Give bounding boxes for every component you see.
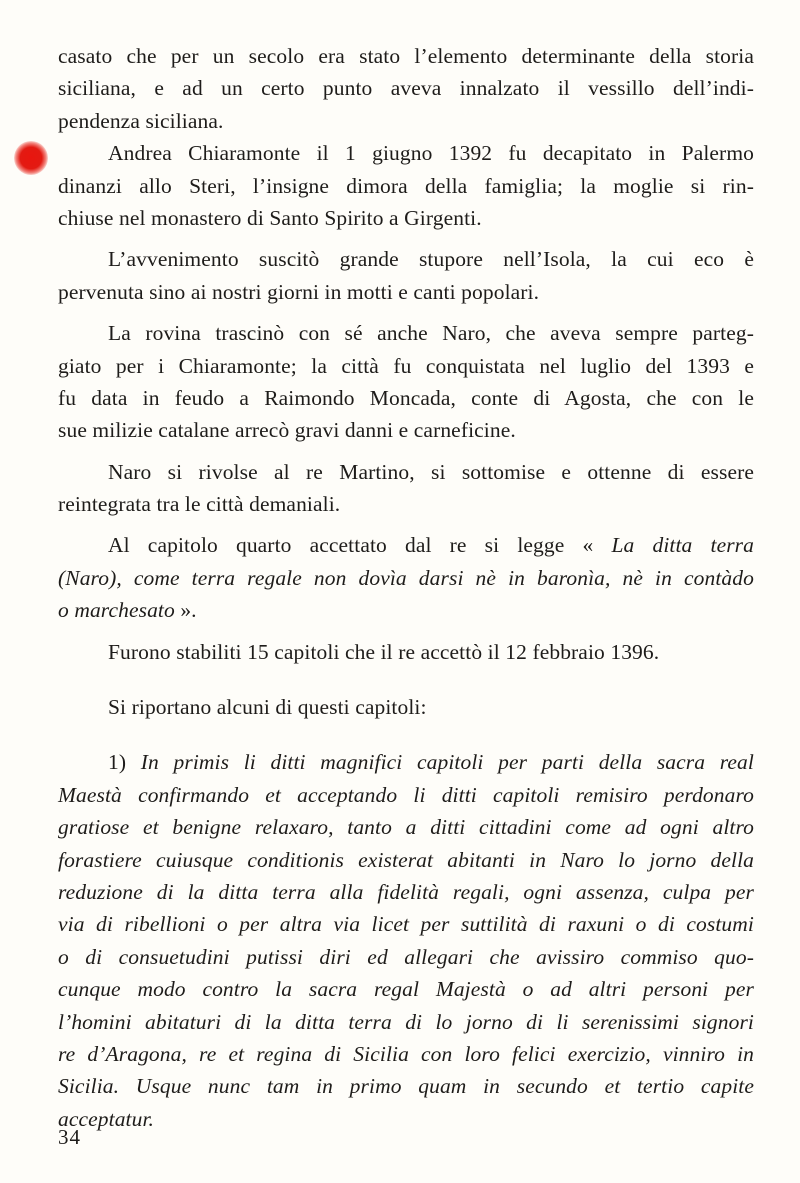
text-line: fu data in feudo a Raimondo Moncada, conte di Agosta, che con le bbox=[58, 385, 754, 410]
text-line: sue milizie catalane arrecò gravi danni e carneficine. bbox=[58, 418, 516, 443]
text-line: pendenza siciliana. bbox=[58, 108, 224, 133]
text-line: Andrea Chiaramonte il 1 giugno 1392 fu decapitato in Palermo bbox=[108, 141, 754, 166]
roman-text: ». bbox=[174, 598, 197, 623]
text-line: siciliana, e ad un certo punto aveva innalzato il vessillo dell’indi- bbox=[58, 76, 754, 101]
text-line: Si riportano alcuni di questi capitoli: bbox=[108, 695, 427, 720]
red-marker-dot bbox=[14, 141, 48, 175]
text-line: Furono stabiliti 15 capitoli che il re accettò il 12 febbraio 1396. bbox=[108, 639, 660, 664]
text-line: chiuse nel monastero di Santo Spirito a Girgenti. bbox=[58, 205, 482, 230]
text-line: Sicilia. Usque nunc tam in primo quam in secundo et tertio capite bbox=[58, 1074, 754, 1099]
text-line: casato che per un secolo era stato l’elemento determinante della storia bbox=[58, 44, 754, 68]
chapter-number: 1) bbox=[108, 750, 141, 775]
text-line: acceptatur. bbox=[58, 1106, 155, 1131]
text-line: Maestà confirmando et acceptando li ditti capitoli remisiro perdonaro bbox=[58, 782, 754, 807]
italic-quote: In primis li ditti magnifici capitoli per parti della sacra real bbox=[140, 750, 754, 775]
text-line: pervenuta sino ai nostri giorni in motti e canti popolari. bbox=[58, 279, 540, 304]
text-line: o di consuetudini putissi diri ed allegari che avissiro commiso quo- bbox=[58, 944, 754, 969]
roman-text: Al capitolo quarto accettato dal re si legge « bbox=[108, 533, 612, 558]
text-line: L’avvenimento suscitò grande stupore nell’Isola, la cui eco è bbox=[108, 247, 754, 272]
text-line: La rovina trascinò con sé anche Naro, che aveva sempre parteg- bbox=[108, 321, 754, 346]
text-line: l’homini abitaturi di la ditta terra di lo jorno di li serenissimi signori bbox=[58, 1009, 754, 1034]
text-line: reintegrata tra le città demaniali. bbox=[58, 492, 341, 517]
text-line bbox=[58, 594, 754, 626]
text-line: via di ribellioni o per altra via licet per suttilità di raxuni o di costumi bbox=[58, 912, 754, 937]
text-line: reduzione di la ditta terra alla fidelità regali, ogni assenza, culpa per bbox=[58, 879, 754, 904]
text-line: dinanzi allo Steri, l’insigne dimora della famiglia; la moglie si rin- bbox=[58, 173, 754, 198]
text-line: forastiere cuiusque conditionis existerat abitanti in Naro lo jorno della bbox=[58, 847, 754, 872]
page-number: 34 bbox=[58, 1125, 81, 1149]
text-line: giato per i Chiaramonte; la città fu conquistata nel luglio del 1393 e bbox=[58, 353, 754, 378]
text-line: Naro si rivolse al re Martino, si sottomise e ottenne di essere bbox=[108, 459, 754, 484]
body-text bbox=[58, 40, 754, 1135]
italic-quote: La ditta terra bbox=[611, 533, 754, 558]
text-line bbox=[58, 529, 754, 561]
text-line: re d’Aragona, re et regina di Sicilia con loro felici exercizio, vinniro in bbox=[58, 1041, 754, 1066]
text-line: (Naro), come terra regale non dovìa darsi nè in baronìa, nè in contàdo bbox=[58, 565, 754, 590]
text-line: gratiose et benigne relaxaro, tanto a ditti cittadini come ad ogni altro bbox=[58, 815, 754, 840]
text-line: cunque modo contro la sacra regal Majestà o ad altri personi per bbox=[58, 977, 754, 1002]
text-line bbox=[58, 746, 754, 778]
italic-quote: o marchesato bbox=[58, 598, 175, 623]
